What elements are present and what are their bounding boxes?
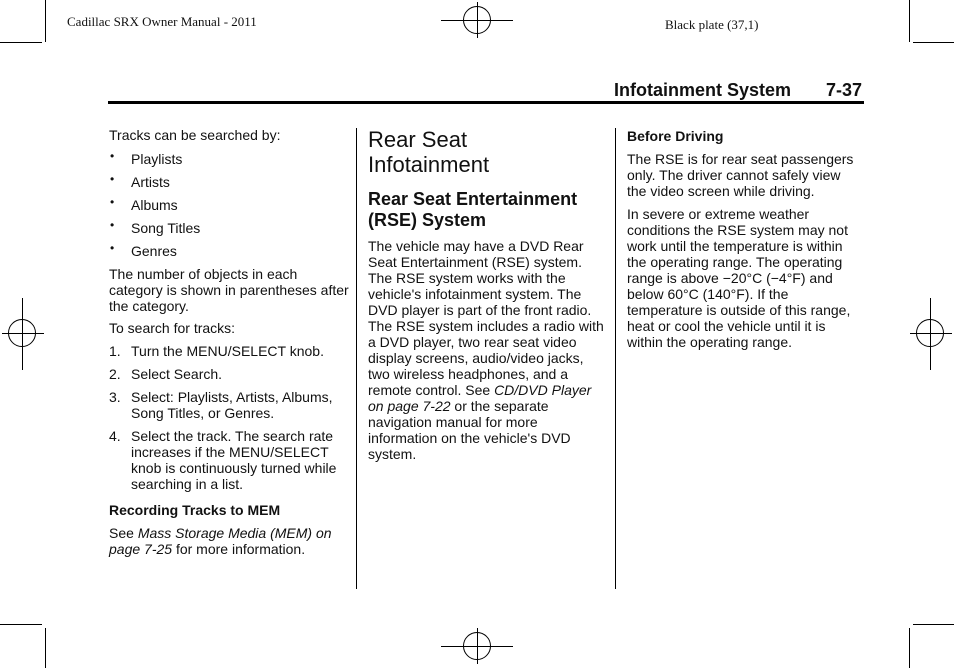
list-item: 4. Select the track. The search rate increases if the MENU/SELECT knob is continuously turned while searching in a list. — [109, 428, 337, 492]
column-3 — [627, 128, 863, 350]
section-title: Rear Seat Infotainment — [368, 127, 490, 177]
cross-reference-link[interactable]: Mass Storage Media (MEM) on page 7-25 — [109, 525, 332, 557]
subsection-title: Rear Seat Entertainment (RSE) System — [368, 189, 578, 230]
recording-heading: Recording Tracks to MEM — [109, 502, 281, 518]
before-driving-heading: Before Driving — [627, 128, 724, 144]
list-item: 1. Turn the MENU/SELECT knob. — [109, 343, 324, 359]
page-number: 7-37 — [826, 80, 863, 100]
weather-text: In severe or extreme weather conditions the RSE system may not work until the temperature is within the operating range. The operating range is above −20°C (−4°F) and below 60°C (140°F). If the temperature is outside of this range, heat or cool the vehicle until it is within the operating range. — [627, 206, 851, 350]
list-item: • Song Titles — [110, 218, 201, 236]
print-header-plate: Black plate (37,1) — [665, 17, 759, 32]
list-item: • Artists — [110, 172, 170, 190]
list-item: • Genres — [110, 241, 177, 259]
list-item: • Playlists — [110, 149, 183, 167]
list-item: 2. Select Search. — [109, 366, 223, 382]
list-item: • Albums — [110, 195, 178, 213]
search-steps-intro: To search for tracks: — [109, 320, 236, 336]
search-options-list — [109, 151, 349, 266]
search-steps — [109, 343, 349, 492]
column-1 — [109, 127, 349, 557]
rse-description: The vehicle may have a DVD Rear Seat Entertainment (RSE) system. The RSE system works with the vehicle's infotainment system. The DVD player is part of the front radio. The RSE system includes a radio with a DVD player, two rear seat video display screens, audio/video jacks, two wireless headphones, and a remote control. See CD/DVD Player on page 7-22 or the separate navigation manual for more information on the vehicle's DVD system. — [368, 238, 604, 462]
before-driving-text: The RSE is for rear seat passengers only. The driver cannot safely view the video screen while driving. — [627, 151, 854, 199]
column-divider-1 — [356, 128, 357, 589]
search-intro: Tracks can be searched by: — [109, 127, 281, 143]
objects-note: The number of objects in each category is shown in parentheses after the category. — [109, 266, 349, 314]
column-2 — [368, 127, 608, 462]
recording-text: See Mass Storage Media (MEM) on page 7-25 for more information. — [109, 525, 332, 557]
print-header-title: Cadillac SRX Owner Manual - 2011 — [67, 14, 257, 29]
cross-reference-link[interactable]: CD/DVD Player on page 7-22 — [368, 382, 592, 414]
header-rule — [108, 101, 864, 104]
column-divider-2 — [615, 128, 616, 589]
list-item: 3. Select: Playlists, Artists, Albums, Song Titles, or Genres. — [109, 389, 333, 421]
running-head-section: Infotainment System — [614, 80, 792, 100]
